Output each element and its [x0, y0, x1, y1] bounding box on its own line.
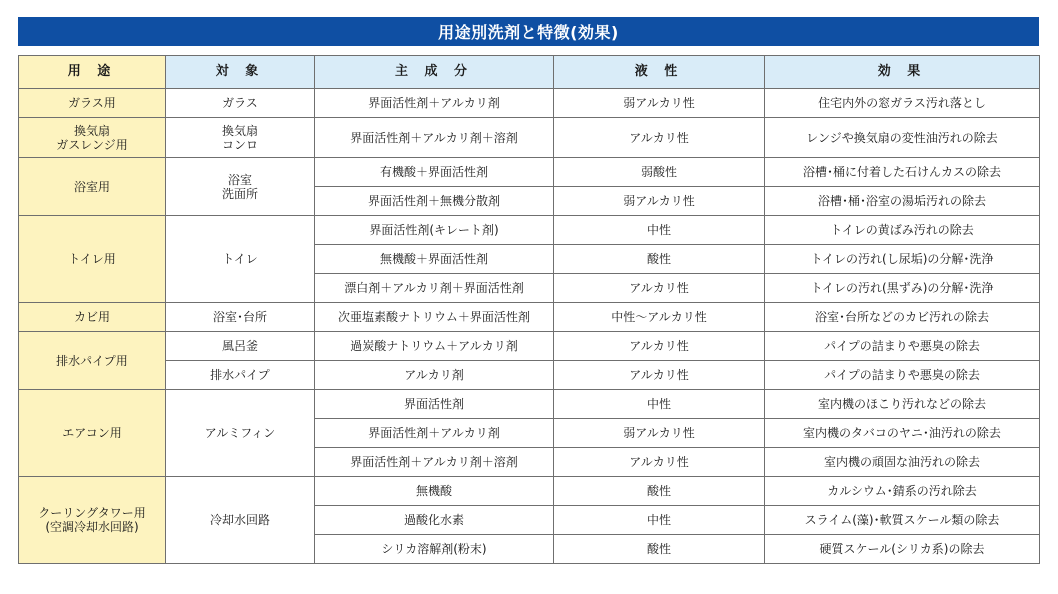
use-cell	[19, 477, 166, 564]
target-cell	[166, 477, 315, 564]
detergent-table	[18, 55, 1040, 564]
target-label: 浴室･台所	[212, 310, 267, 324]
table-row	[19, 361, 1040, 390]
use-cell	[19, 216, 166, 303]
effect-cell: 室内機のほこり汚れなどの除去	[765, 390, 1040, 419]
liquidity-cell: 弱酸性	[554, 158, 765, 187]
use-label: 換気扇 ガスレンジ用	[56, 123, 128, 152]
table-row	[19, 158, 1040, 187]
liquidity-cell: 弱アルカリ性	[554, 419, 765, 448]
use-label: 排水パイプ用	[56, 353, 128, 368]
target-cell	[166, 390, 315, 477]
header-liquidity: 液 性	[554, 56, 765, 89]
ingredient-cell: 界面活性剤＋アルカリ剤＋溶剤	[315, 448, 554, 477]
target-label: アルミフィン	[204, 426, 276, 440]
ingredient-cell: 無機酸	[315, 477, 554, 506]
effect-cell: スライム(藻)･軟質スケール類の除去	[765, 506, 1040, 535]
target-label: ガラス	[222, 96, 258, 110]
ingredient-cell: 界面活性剤＋アルカリ剤＋溶剤	[315, 118, 554, 158]
target-label: 冷却水回路	[209, 513, 270, 527]
use-label: カビ用	[73, 310, 110, 324]
effect-cell: 浴槽･桶に付着した石けんカスの除去	[765, 158, 1040, 187]
effect-cell: 住宅内外の窓ガラス汚れ落とし	[765, 89, 1040, 118]
use-cell	[19, 158, 166, 216]
use-cell	[19, 303, 166, 332]
ingredient-cell: 界面活性剤＋無機分散剤	[315, 187, 554, 216]
target-cell	[166, 158, 315, 216]
header-target: 対 象	[166, 56, 315, 89]
effect-cell: レンジや換気扇の変性油汚れの除去	[765, 118, 1040, 158]
target-cell	[166, 303, 315, 332]
target-label: 排水パイプ	[210, 368, 270, 382]
target-cell	[166, 216, 315, 303]
liquidity-cell: アルカリ性	[554, 361, 765, 390]
liquidity-cell: アルカリ性	[554, 332, 765, 361]
page-title: 用途別洗剤と特徴(効果)	[18, 17, 1039, 46]
effect-cell: カルシウム･錆系の汚れ除去	[765, 477, 1040, 506]
use-label: 浴室用	[73, 179, 110, 194]
ingredient-cell: 界面活性剤	[315, 390, 554, 419]
header-ingredient: 主 成 分	[315, 56, 554, 89]
liquidity-cell: 中性	[554, 216, 765, 245]
table-row	[19, 390, 1040, 419]
target-label: 浴室 洗面所	[221, 172, 258, 201]
liquidity-cell: 酸性	[554, 245, 765, 274]
target-cell	[166, 89, 315, 118]
ingredient-cell: 次亜塩素酸ナトリウム＋界面活性剤	[315, 303, 554, 332]
effect-cell: トイレの黄ばみ汚れの除去	[765, 216, 1040, 245]
ingredient-cell: 過炭酸ナトリウム＋アルカリ剤	[315, 332, 554, 361]
use-cell	[19, 89, 166, 118]
use-label: エアコン用	[62, 426, 122, 440]
ingredient-cell: シリカ溶解剤(粉末)	[315, 535, 554, 564]
target-cell	[166, 361, 315, 390]
target-label: 換気扇 コンロ	[221, 123, 258, 152]
ingredient-cell: 無機酸＋界面活性剤	[315, 245, 554, 274]
effect-cell: パイプの詰まりや悪臭の除去	[765, 332, 1040, 361]
table-row	[19, 216, 1040, 245]
use-cell	[19, 118, 166, 158]
target-label: トイレ	[222, 252, 258, 266]
liquidity-cell: 弱アルカリ性	[554, 187, 765, 216]
effect-cell: 浴槽･桶･浴室の湯垢汚れの除去	[765, 187, 1040, 216]
ingredient-cell: 漂白剤＋アルカリ剤＋界面活性剤	[315, 274, 554, 303]
liquidity-cell: 弱アルカリ性	[554, 89, 765, 118]
target-cell	[166, 118, 315, 158]
liquidity-cell: アルカリ性	[554, 274, 765, 303]
header-use: 用 途	[19, 56, 166, 89]
liquidity-cell: 中性	[554, 390, 765, 419]
ingredient-cell: 界面活性剤＋アルカリ剤	[315, 419, 554, 448]
liquidity-cell: アルカリ性	[554, 448, 765, 477]
target-cell	[166, 332, 315, 361]
table-row	[19, 332, 1040, 361]
effect-cell: 硬質スケール(シリカ系)の除去	[765, 535, 1040, 564]
use-label: ガラス用	[68, 96, 116, 110]
ingredient-cell: 有機酸＋界面活性剤	[315, 158, 554, 187]
table-body	[19, 89, 1040, 564]
use-label: トイレ用	[68, 252, 116, 266]
table-row	[19, 118, 1040, 158]
header-row	[19, 56, 1040, 89]
target-label: 風呂釜	[221, 339, 258, 353]
ingredient-cell: 過酸化水素	[315, 506, 554, 535]
liquidity-cell: 酸性	[554, 535, 765, 564]
use-cell	[19, 390, 166, 477]
table-row	[19, 477, 1040, 506]
effect-cell: 浴室･台所などのカビ汚れの除去	[765, 303, 1040, 332]
use-label: クーリングタワー用 (空調冷却水回路)	[38, 506, 146, 534]
liquidity-cell: 中性	[554, 506, 765, 535]
header-effect: 効 果	[765, 56, 1040, 89]
effect-cell: パイプの詰まりや悪臭の除去	[765, 361, 1040, 390]
liquidity-cell: アルカリ性	[554, 118, 765, 158]
table-row	[19, 89, 1040, 118]
use-cell	[19, 332, 166, 390]
liquidity-cell: 中性〜アルカリ性	[554, 303, 765, 332]
table-row	[19, 303, 1040, 332]
ingredient-cell: 界面活性剤(キレート剤)	[315, 216, 554, 245]
ingredient-cell: アルカリ剤	[315, 361, 554, 390]
effect-cell: トイレの汚れ(黒ずみ)の分解･洗浄	[765, 274, 1040, 303]
ingredient-cell: 界面活性剤＋アルカリ剤	[315, 89, 554, 118]
effect-cell: 室内機のタバコのヤニ･油汚れの除去	[765, 419, 1040, 448]
effect-cell: 室内機の頑固な油汚れの除去	[765, 448, 1040, 477]
effect-cell: トイレの汚れ(し尿垢)の分解･洗浄	[765, 245, 1040, 274]
liquidity-cell: 酸性	[554, 477, 765, 506]
